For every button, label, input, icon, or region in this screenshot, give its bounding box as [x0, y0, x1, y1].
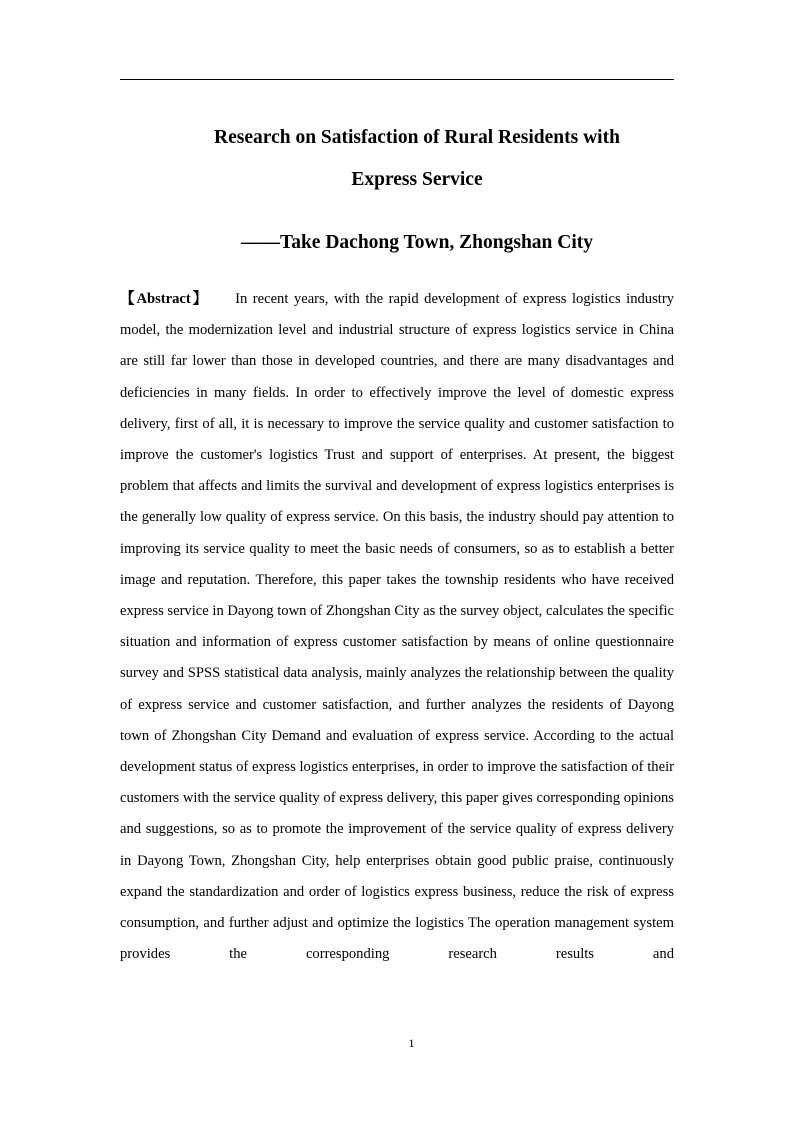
page-number: 1 — [408, 1036, 415, 1050]
paper-title-line-2: Express Service — [351, 169, 483, 190]
abstract-text: In recent years, with the rapid development of express logistics industry model, the modernization level and industrial structure of express logistics service in China are still far lower than those in developed countries, and there are many disadvantages and deficiencies in many fields. In order to effectively improve the level of domestic express delivery, first of all, it is necessary to improve the service quality and customer satisfaction to improve the customer's logistics Trust and support of enterprises. At present, the biggest problem that affects and limits the survival and development of express logistics enterprises is the generally low quality of express service. On this basis, the industry should pay attention to improving its service quality to meet the basic needs of consumers, so as to establish a better image and reputation. Therefore, this paper takes the township residents who have received express service in Dayong town of Zhongshan City as the survey object, calculates the specific situation and information of express customer satisfaction by means of online questionnaire survey and SPSS statistical data analysis, mainly analyzes the relationship between the quality of express service and customer satisfaction, and further analyzes the residents of Dayong town of Zhongshan City Demand and evaluation of express service. According to the actual development status of express logistics enterprises, in order to improve the satisfaction of their customers with the service quality of express delivery, this paper gives corresponding opinions and suggestions, so as to promote the improvement of the service quality of express delivery in Dayong Town, Zhongshan City, help enterprises obtain good public praise, continuously expand the standardization and order of logistics express business, reduce the risk of express consumption, and further adjust and optimize the logistics The operation management system provides the corresponding research results and — [120, 291, 674, 963]
abstract-label: 【Abstract】 — [120, 291, 210, 307]
header-rule — [120, 79, 674, 80]
abstract-paragraph — [120, 284, 674, 970]
paper-subtitle: ——Take Dachong Town, Zhongshan City — [240, 232, 594, 253]
paper-title-line-1: Research on Satisfaction of Rural Residents with — [214, 127, 620, 148]
